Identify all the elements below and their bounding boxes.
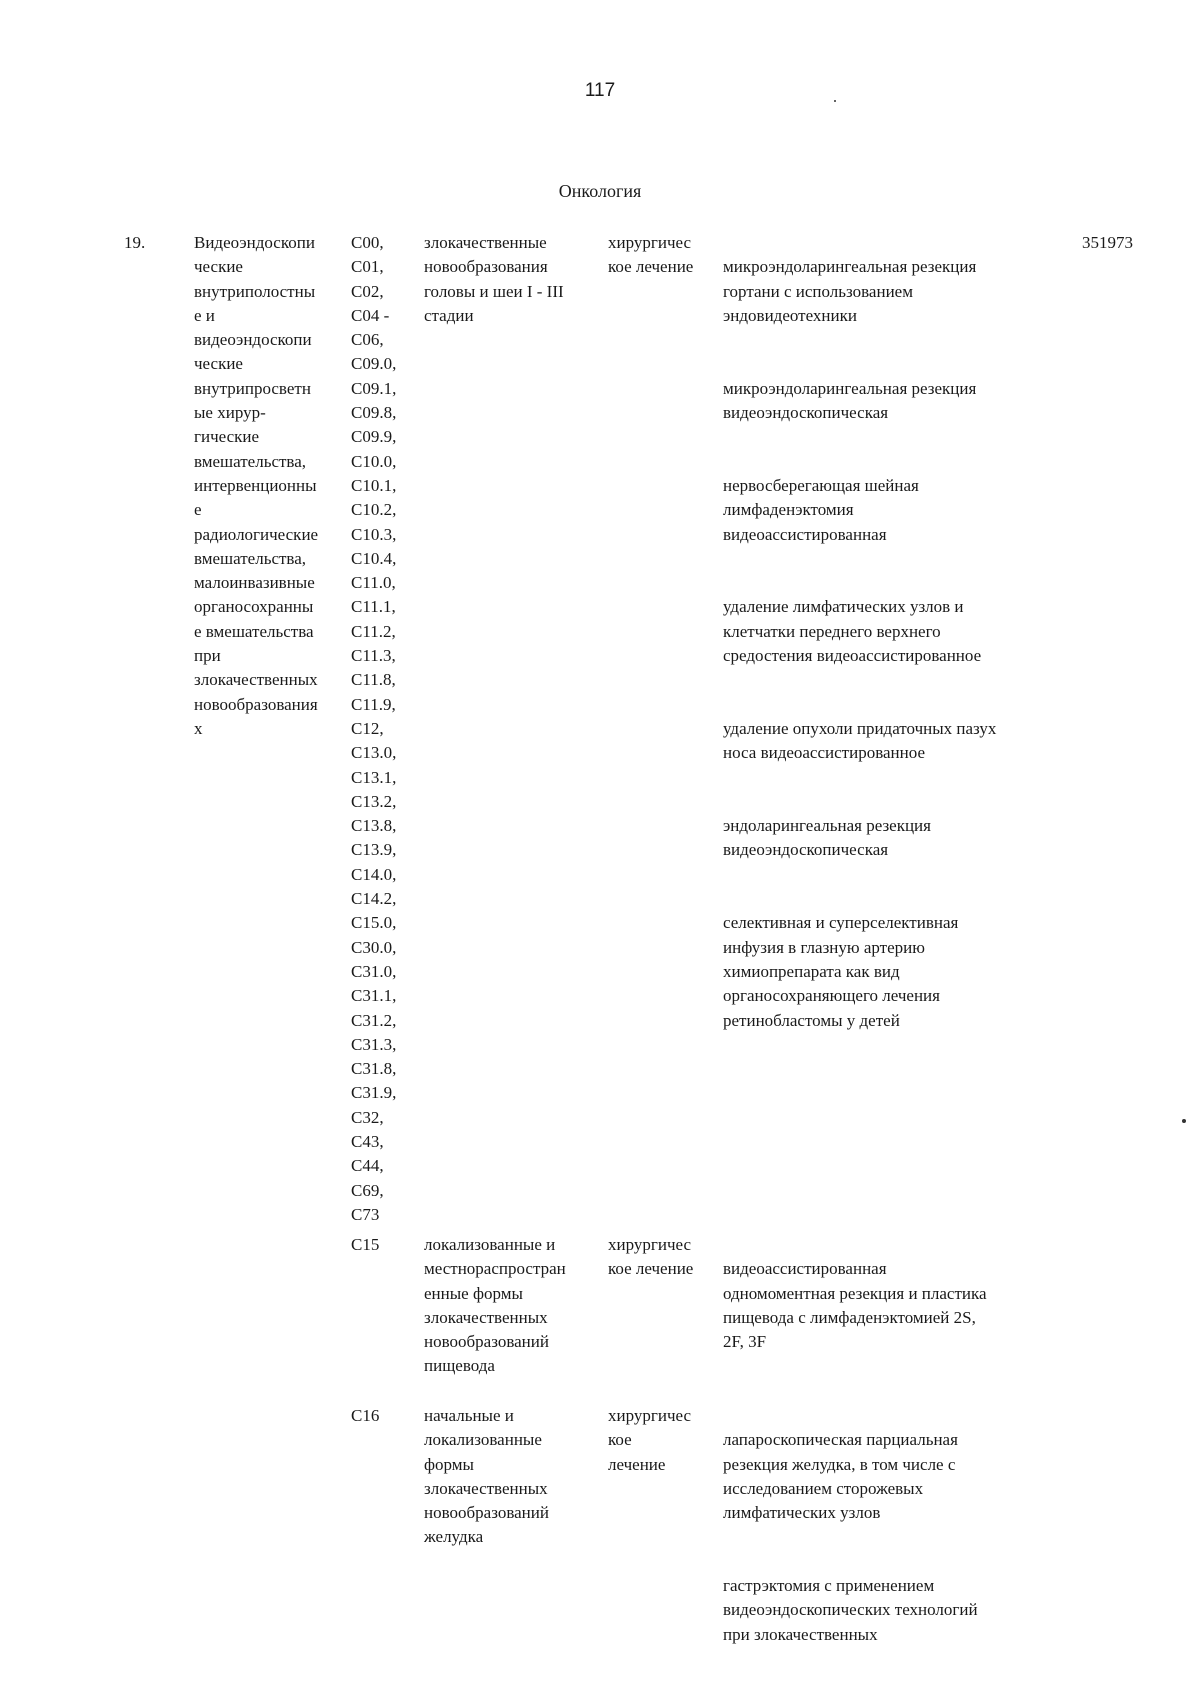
patient-model: злокачественные новообразования головы и шеи I - III стадии: [424, 233, 564, 325]
treatment-type: хирургичес кое лечение: [608, 233, 694, 277]
patient-model: начальные и локализованные формы злокачественных новообразований желудка: [424, 1406, 549, 1547]
scan-speck: [834, 100, 836, 102]
icd-codes: C16: [351, 1406, 380, 1425]
scan-speck: [1182, 1119, 1186, 1123]
treatment-type: хирургичес кое лечение: [608, 1235, 694, 1279]
method-item: эндоларингеальная резекция видеоэндоскопическая: [723, 816, 931, 860]
method-item: микроэндоларингеальная резекция видеоэндоскопическая: [723, 378, 977, 423]
cost-value: 351973: [1082, 233, 1133, 252]
method-item: селективная и суперселективная инфузия в глазную артерию химиопрепарата как вид органосохраняющего лечения ретинобластомы у детей: [723, 913, 959, 1030]
page-number: 117: [584, 80, 616, 101]
treatment-methods: [723, 231, 1063, 1057]
icd-codes: C00, C01, C02, C04 - C06, C09.0, C09.1, C09.8, C09.9, C10.0, C10.1, C10.2, C10.3, C10.4, C11.0, C11.1, C11.2, C11.3, C11.8, C11.9, C12, C13.0, C13.1, C13.2, C13.8, C13.9, C14.0, C14.2, C15.0, C30.0, C31.0, C31.1, C31.2, C31.3, C31.8, C31.9, C32, C43, C44, C69, C73: [351, 233, 397, 1224]
section-title: Онкология: [558, 181, 642, 201]
method-item: лапароскопическая парциальная резекция желудка, в том числе с исследованием сторожевых лимфатических узлов: [723, 1430, 958, 1523]
treatment-methods: [723, 1233, 1063, 1379]
icd-codes: C15: [351, 1235, 380, 1254]
method-item: гастрэктомия с применением видеоэндоскопических технологий при злокачественных: [723, 1576, 978, 1644]
patient-model: локализованные и местнораспростран енные формы злокачественных новообразований пищевода: [424, 1235, 566, 1376]
treatment-methods: [723, 1404, 1063, 1671]
method-item: удаление опухоли придаточных пазух носа видеоассистированное: [723, 718, 997, 763]
row-number: 19.: [124, 233, 146, 252]
treatment-type: хирургичес кое лечение: [608, 1406, 692, 1474]
method-item: нервосберегающая шейная лимфаденэктомия видеоассистированная: [723, 475, 919, 544]
method-item: микроэндоларингеальная резекция гортани с использованием эндовидеотехники: [723, 257, 977, 325]
method-item: видеоассистированная одномоментная резекция и пластика пищевода с лимфаденэктомией 2S, 2F, 3F: [723, 1259, 987, 1352]
intervention-name: Видеоэндоскопи ческие внутриполостны е и видеоэндоскопи ческие внутрипросветн ые хирур- гические вмешательства, интервенционны е радиологические вмешательства, малоинвазивные органосохранны е вмешательства при злокачественных новообразования х: [194, 233, 319, 738]
method-item: удаление лимфатических узлов и клетчатки переднего верхнего средостения видеоассистированное: [723, 597, 982, 666]
